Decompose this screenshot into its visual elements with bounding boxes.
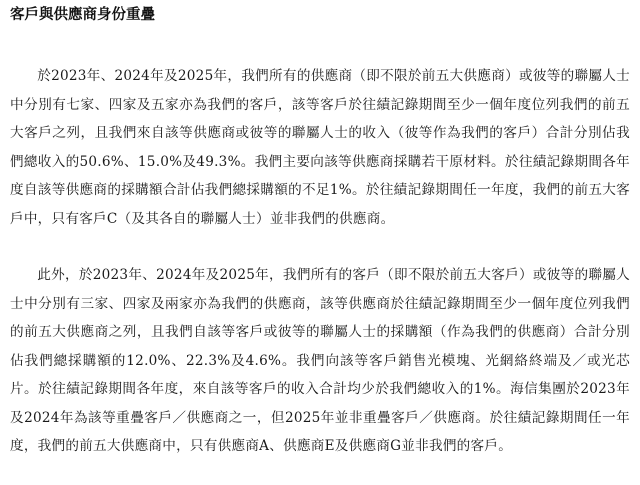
document-page <box>10 0 630 461</box>
paragraph-customer-supplier-overlap: 於2023年、2024年及2025年，我們所有的供應商（即不限於前五大供應商）或彼等的聯屬人士中分別有七家、四家及五家亦為我們的客戶，該等客戶於往績記錄期間至少一個年度位列我們的前五大客戶之列，且我們來自該等供應商或彼等的聯屬人士的收入（彼等作為我們的客戶）合計分別佔我們總收入的50.6%、15.0%及49.3%。我們主要向該等供應商採購若干原材料。於往績記錄期間各年度自該等供應商的採購額合計佔我們總採購額的不足1%。於往績記錄期間任一年度，我們的前五大客戶中，只有客戶C（及其各自的聯屬人士）並非我們的供應商。 <box>10 68 630 227</box>
section-heading: 客戶與供應商身份重疊 <box>10 7 155 23</box>
paragraph-supplier-customer-overlap: 此外，於2023年、2024年及2025年，我們所有的客戶（即不限於前五大客戶）或彼等的聯屬人士中分別有三家、四家及兩家亦為我們的供應商，該等供應商於往績記錄期間至少一個年度位列我們的前五大供應商之列，且我們自該等客戶或彼等的聯屬人士的採購額（作為我們的供應商）合計分別佔我們總採購額的12.0%、22.3%及4.6%。我們向該等客戶銷售光模塊、光網絡終端及／或光芯片。於往績記錄期間各年度，來自該等客戶的收入合計均少於我們總收入的1%。海信集團於2023年及2024年為該等重疊客戶／供應商之一，但2025年並非重疊客戶／供應商。於往績記錄期間任一年度，我們的前五大供應商中，只有供應商A、供應商E及供應商G並非我們的客戶。 <box>10 267 630 454</box>
